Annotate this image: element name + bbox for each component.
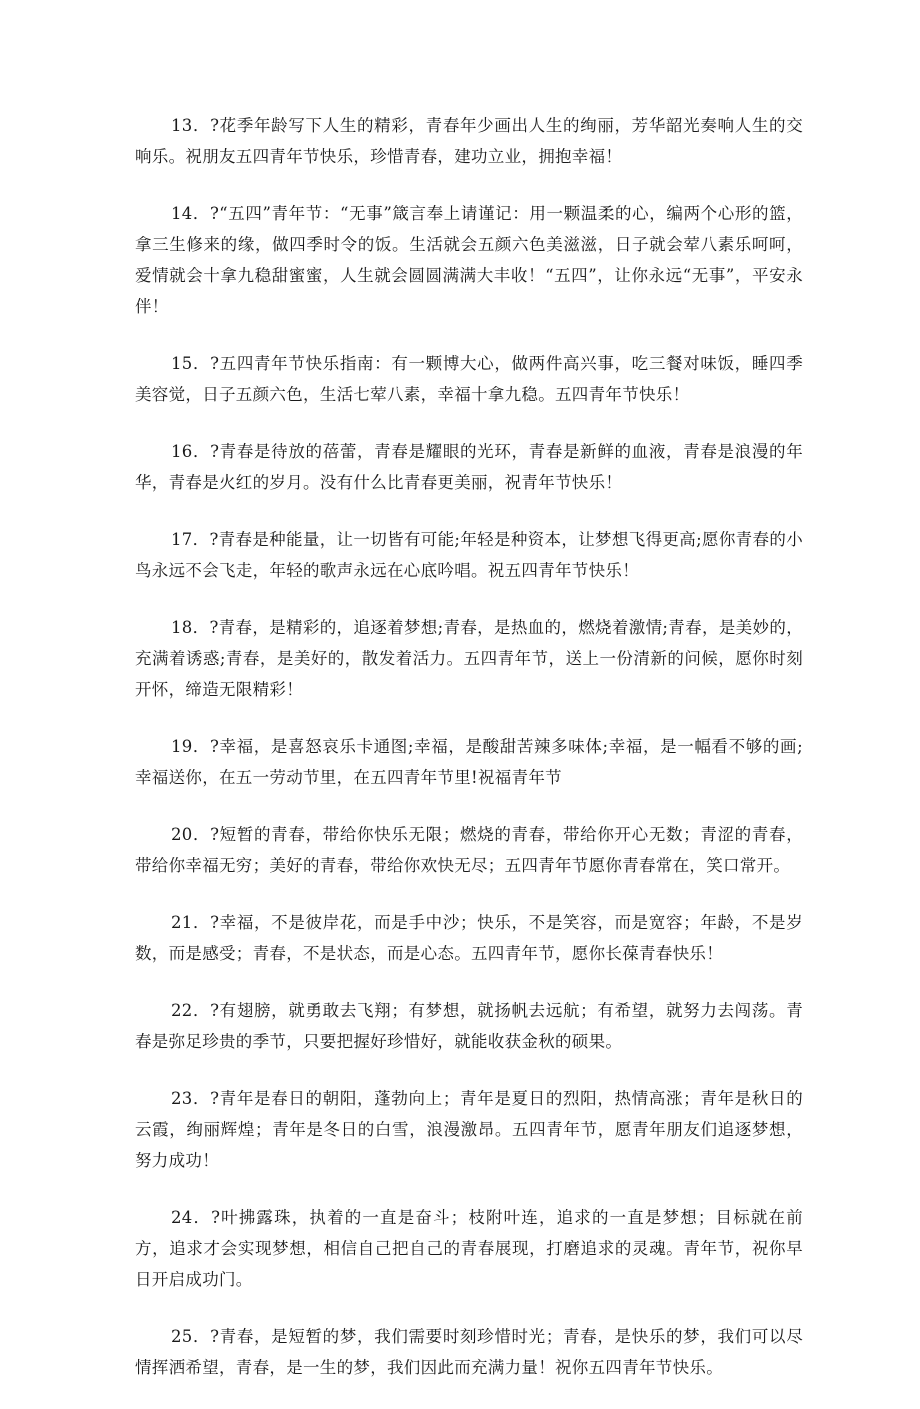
- paragraph-19: 19．?幸福，是喜怒哀乐卡通图;幸福，是酸甜苦辣多味体;幸福，是一幅看不够的画;幸福送你，在五一劳动节里，在五四青年节里!祝福青年节: [135, 737, 803, 787]
- paragraph-25: 25．?青春，是短暂的梦，我们需要时刻珍惜时光；青春，是快乐的梦，我们可以尽情挥洒希望，青春，是一生的梦，我们因此而充满力量！祝你五四青年节快乐。: [135, 1327, 803, 1377]
- paragraph-22: 22．?有翅膀，就勇敢去飞翔；有梦想，就扬帆去远航；有希望，就努力去闯荡。青春是弥足珍贵的季节，只要把握好珍惜好，就能收获金秋的硕果。: [135, 1001, 803, 1051]
- paragraph-15: 15．?五四青年节快乐指南：有一颗博大心，做两件高兴事，吃三餐对味饭，睡四季美容觉，日子五颜六色，生活七荤八素，幸福十拿九稳。五四青年节快乐！: [135, 354, 803, 404]
- paragraph-21: 21．?幸福，不是彼岸花，而是手中沙；快乐，不是笑容，而是宽容；年龄，不是岁数，而是感受；青春，不是状态，而是心态。五四青年节，愿你长葆青春快乐！: [135, 913, 803, 963]
- paragraph-20: 20．?短暂的青春，带给你快乐无限；燃烧的青春，带给你开心无数；青涩的青春，带给你幸福无穷；美好的青春，带给你欢快无尽；五四青年节愿你青春常在，笑口常开。: [135, 825, 803, 875]
- paragraph-16: 16．?青春是待放的蓓蕾，青春是耀眼的光环，青春是新鲜的血液，青春是浪漫的年华，青春是火红的岁月。没有什么比青春更美丽，祝青年节快乐！: [135, 442, 803, 492]
- paragraph-23: 23．?青年是春日的朝阳，蓬勃向上；青年是夏日的烈阳，热情高涨；青年是秋日的云霞，绚丽辉煌；青年是冬日的白雪，浪漫激昂。五四青年节，愿青年朋友们追逐梦想，努力成功！: [135, 1089, 803, 1170]
- paragraph-14: 14．?“五四”青年节：“无事”箴言奉上请谨记：用一颗温柔的心，编两个心形的篮，拿三生修来的缘，做四季时令的饭。生活就会五颜六色美滋滋，日子就会荤八素乐呵呵，爱情就会十拿九稳甜蜜蜜，人生就会圆圆满满大丰收！“五四”，让你永远“无事”，平安永伴！: [135, 204, 803, 316]
- paragraph-24: 24．?叶拂露珠，执着的一直是奋斗；枝附叶连，追求的一直是梦想；目标就在前方，追求才会实现梦想，相信自己把自己的青春展现，打磨追求的灵魂。青年节，祝你早日开启成功门。: [135, 1208, 803, 1289]
- document-body: [135, 110, 803, 1409]
- paragraph-17: 17．?青春是种能量，让一切皆有可能;年轻是种资本，让梦想飞得更高;愿你青春的小鸟永远不会飞走，年轻的歌声永远在心底吟唱。祝五四青年节快乐！: [135, 530, 803, 580]
- paragraph-13: 13．?花季年龄写下人生的精彩，青春年少画出人生的绚丽，芳华韶光奏响人生的交响乐。祝朋友五四青年节快乐，珍惜青春，建功立业，拥抱幸福！: [135, 116, 803, 166]
- paragraph-18: 18．?青春，是精彩的，追逐着梦想;青春，是热血的，燃烧着激情;青春，是美妙的，充满着诱惑;青春，是美好的，散发着活力。五四青年节，送上一份清新的问候，愿你时刻开怀，缔造无限精彩！: [135, 618, 803, 699]
